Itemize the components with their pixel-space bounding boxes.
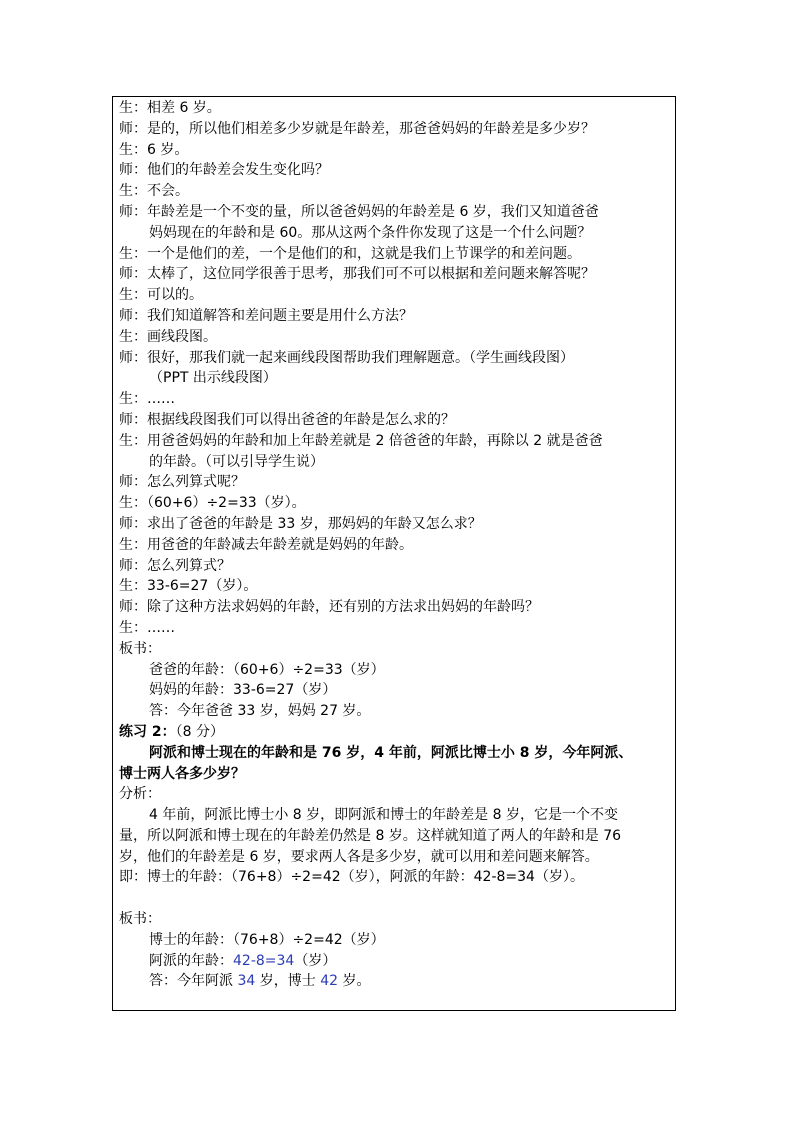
exercise-problem: 阿派和博士现在的年龄和是 76 岁，4 年前，阿派比博士小 8 岁，今年阿派、 [149, 744, 633, 761]
dialogue-line: 生：（60+6）÷2=33（岁）。 [119, 495, 306, 512]
dialogue-line: 生：不会。 [119, 183, 189, 200]
board-line-prefix: 阿派的年龄： [149, 952, 233, 969]
dialogue-line: 生：33-6=27（岁）。 [119, 578, 258, 595]
dialogue-line: 师：怎么列算式呢？ [119, 474, 245, 491]
dialogue-line: 师：求出了爸爸的年龄是 33 岁，那妈妈的年龄又怎么求？ [119, 515, 482, 532]
exercise-problem: 博士两人各多少岁？ [119, 765, 245, 782]
analysis-line: 量，所以阿派和博士现在的年龄差仍然是 8 岁。这样就知道了两人的年龄和是 76 [119, 827, 622, 844]
answer-value: 42 [320, 973, 339, 990]
dialogue-line: 生：可以的。 [119, 287, 203, 304]
dialogue-line: 生：用爸爸的年龄减去年龄差就是妈妈的年龄。 [119, 536, 413, 553]
dialogue-section [119, 98, 671, 639]
board-line [119, 951, 671, 972]
answer-text: 岁。 [338, 973, 371, 990]
dialogue-line-continued: 的年龄。（可以引导学生说） [149, 453, 324, 470]
dialogue-line: 师：怎么列算式？ [119, 557, 231, 574]
dialogue-line: 生：…… [119, 619, 175, 636]
answer-text: 答：今年阿派 [149, 973, 238, 990]
analysis-line: 4 年前，阿派比博士小 8 岁，即阿派和博士的年龄差是 8 岁，它是一个不变 [149, 807, 618, 824]
dialogue-line: 师：除了这种方法求妈妈的年龄，还有别的方法求出妈妈的年龄吗？ [119, 599, 539, 616]
board-heading: 板书： [119, 911, 161, 928]
dialogue-line-continued: （PPT 出示线段图） [149, 370, 277, 387]
dialogue-line: 生：用爸爸妈妈的年龄和加上年龄差就是 2 倍爸爸的年龄，再除以 2 就是爸爸 [119, 432, 603, 449]
answer-text: 岁，博士 [255, 973, 321, 990]
board-line [119, 971, 671, 992]
dialogue-line: 师：根据线段图我们可以得出爸爸的年龄是怎么求的？ [119, 411, 455, 428]
dialogue-line: 生：画线段图。 [119, 328, 217, 345]
dialogue-line: 师：他们的年龄差会发生变化吗？ [119, 162, 329, 179]
board-line: 答：今年爸爸 33 岁，妈妈 27 岁。 [149, 703, 371, 720]
exercise-score: （8 分） [175, 723, 224, 740]
dialogue-line: 生：…… [119, 391, 175, 408]
dialogue-line: 师：是的，所以他们相差多少岁就是年龄差，那爸爸妈妈的年龄差是多少岁？ [119, 120, 595, 137]
board-line-suffix: （岁） [294, 952, 337, 969]
board-line: 妈妈的年龄：33-6=27（岁） [149, 682, 337, 699]
dialogue-line: 师：我们知道解答和差问题主要是用什么方法？ [119, 307, 413, 324]
dialogue-line: 师：年龄差是一个不变的量，所以爸爸妈妈的年龄差是 6 岁，我们又知道爸爸 [119, 203, 599, 220]
dialogue-line: 生：相差 6 岁。 [119, 100, 221, 116]
analysis-line: 岁，他们的年龄差是 6 岁，要求两人各是多少岁，就可以用和差问题来解答。 [119, 848, 599, 865]
exercise-title: 练习 2： [119, 723, 176, 740]
answer-value: 34 [237, 973, 256, 990]
board-line-value: 42-8=34 [233, 952, 295, 969]
spacer [119, 888, 671, 909]
dialogue-line: 师：太棒了，这位同学很善于思考，那我们可不可以根据和差问题来解答呢？ [119, 266, 595, 283]
board-line: 爸爸的年龄：（60+6）÷2=33（岁） [149, 661, 385, 678]
lesson-content [119, 98, 671, 992]
board-heading: 板书： [119, 640, 161, 657]
dialogue-line-continued: 妈妈现在的年龄和是 60。那从这两个条件你发现了这是一个什么问题？ [149, 224, 592, 241]
exercise-heading [119, 722, 671, 743]
dialogue-line: 师：很好，那我们就一起来画线段图帮助我们理解题意。（学生画线段图） [119, 349, 574, 366]
board-line: 博士的年龄：（76+8）÷2=42（岁） [149, 931, 385, 948]
dialogue-line: 生：一个是他们的差，一个是他们的和，这就是我们上节课学的和差问题。 [119, 245, 581, 262]
dialogue-line: 生：6 岁。 [119, 141, 189, 158]
analysis-line: 即：博士的年龄：（76+8）÷2=42（岁），阿派的年龄：42-8=34（岁）。 [119, 869, 584, 886]
analysis-label: 分析： [119, 786, 161, 803]
